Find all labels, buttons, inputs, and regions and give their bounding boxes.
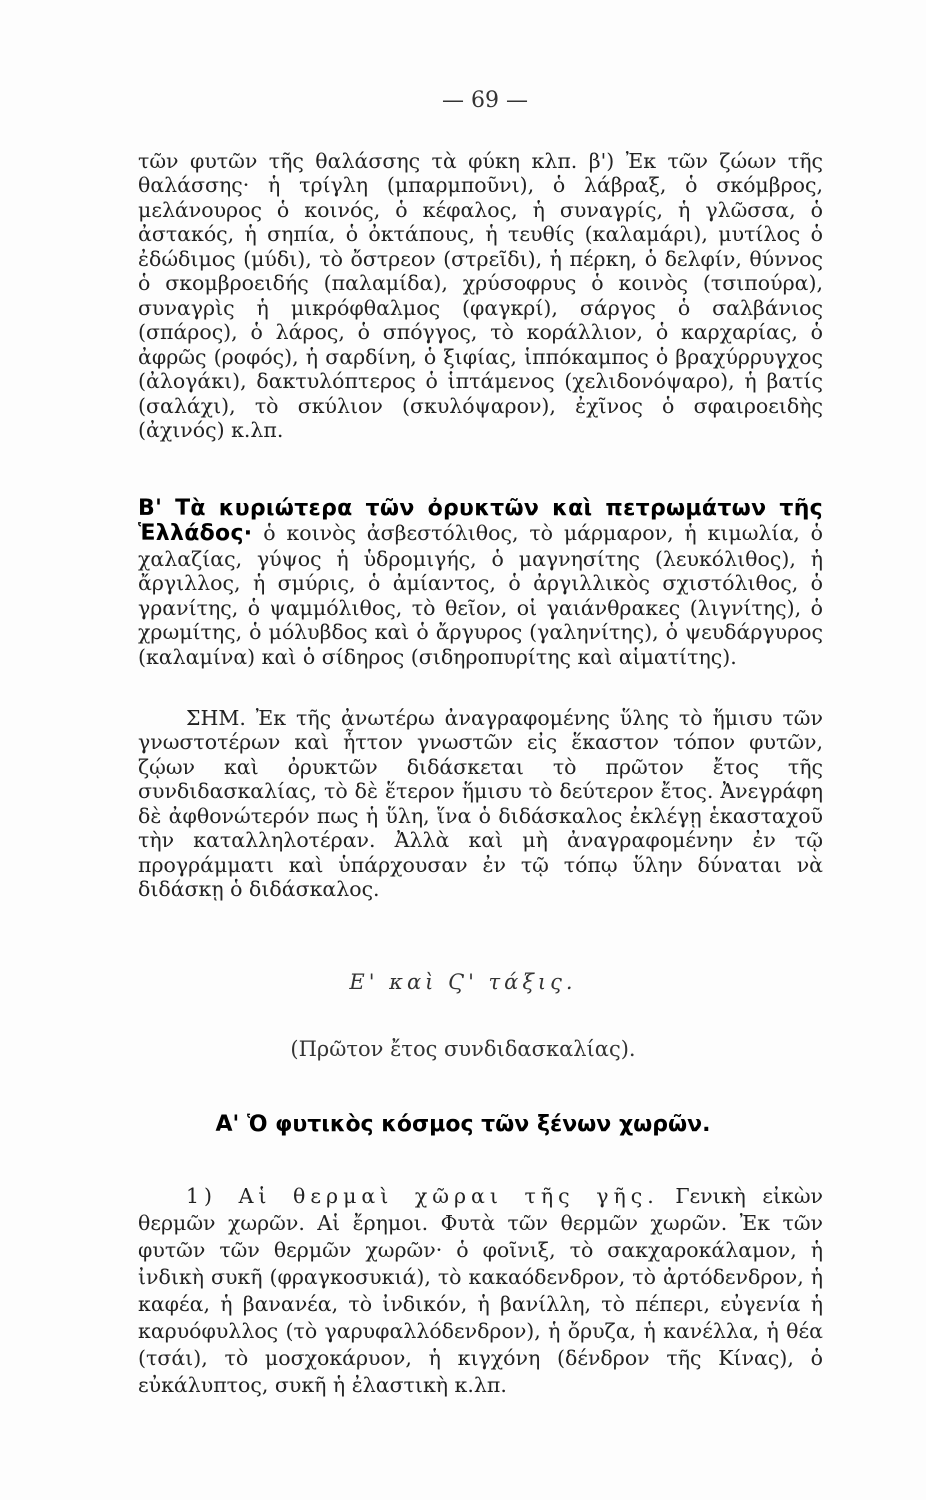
page-number: — 69 — <box>442 88 528 113</box>
hot-lands-text: Γενικὴ εἰκὼν θερμῶν χωρῶν. Αἱ ἔρημοι. Φυτὰ τῶν θερμῶν χωρῶν. Ἐκ τῶν φυτῶν τῶν θερμῶν χωρῶν· ὁ φοῖνιξ, τὸ σακχαροκάλαμον, ἡ ἰνδικὴ συκῆ (φραγκοσυκιά), τὸ κακαόδενδρον, τὸ ἀρτόδενδρον, ἡ καφέα, ἡ βανανέα, τὸ ἰνδικόν, ἡ βανίλλη, τὸ πέπερι, εὐγενία ἡ καρυόφυλλος (τὸ γαρυφαλλόδενδρον), ἡ ὄρυζα, ἡ κανέλλα, ἡ θέα (τσάι), τὸ μοσχοκάρυον, ἡ κιγχόνη (δένδρον τῆς Κίνας), ὁ εὐκάλυπτος, συκῆ ἡ ἐλαστικὴ κ.λπ. <box>138 1183 824 1397</box>
minerals-text: ὁ κοινὸς ἀσβεστόλιθος, τὸ μάρμαρον, ἡ κιμωλία, ὁ χαλαζίας, γύψος ἡ ὑδρομιγής, ὁ μαγνησίτης (λευκόλιθος), ἡ ἄργιλλος, ἡ σμύρις, ὁ ἀμίαντος, ὁ ἀργιλλικὸς σχιστόλιθος, ὁ γρανίτης, ὁ ψαμμόλιθος, τὸ θεῖον, οἱ γαιάνθρακες (λιγνίτης), ὁ χρωμίτης, ὁ μόλυβδος καὶ ὁ ἄργυρος (γαληνίτης), ὁ ψευδάργυρος (καλαμίνα) καὶ ὁ σίδηρος (σιδηροπυρίτης καὶ αἱματίτης). <box>138 521 823 669</box>
paragraph-hot-lands <box>138 1183 823 1399</box>
hot-lands-title: 1) Αἱ θερμαὶ χῶραι τῆς γῆς. <box>186 1183 659 1208</box>
note-paragraph <box>138 706 823 902</box>
year-subheading: (Πρῶτον ἔτος συνδιδασκαλίας). <box>290 1037 636 1061</box>
class-heading: Ε' καὶ Ϛ' τάξις. <box>349 970 577 994</box>
paragraph-minerals <box>138 496 823 670</box>
paragraph-sea-life: τῶν φυτῶν τῆς θαλάσσης τὰ φύκη κλπ. β') Ἐκ τῶν ζώων τῆς θαλάσσης· ἡ τρίγλη (μπαρμποῦνι), ὁ λάβραξ, ὁ σκόμβρος, μελάνουρος ὁ κοινός, ὁ κέφαλος, ἡ συναγρίς, ἡ γλῶσσα, ὁ ἀστακός, ἡ σηπία, ὁ ὀκτάπους, ἡ τευθίς (καλαμάρι), μυτίλος ὁ ἐδώδιμος (μύδι), τὸ ὄστρεον (στρεῖδι), ἡ πέρκη, ὁ δελφίν, θύννος ὁ σκομβροειδής (παλαμίδα), χρύσοφρυς ὁ κοινὸς (τσιπούρα), συναγρὶς ἡ μικρόφθαλμος (φαγκρί), σάργος ὁ σαλβάνιος (σπάρος), ὁ λάρος, ὁ σπόγγος, τὸ κοράλλιον, ὁ καρχαρίας, ὁ ἀφρῶς (ροφός), ἡ σαρδίνη, ὁ ξιφίας, ἱππόκαμπος ὁ βραχύρρυγχος (ἀλογάκι), δακτυλόπτερος ὁ ἱπτάμενος (χελιδονόψαρο), ἡ βατίς (σαλάχι), τὸ σκύλιον (σκυλόψαρον), ἐχῖνος ὁ σφαιροειδὴς (ἀχινός) κ.λπ. <box>138 148 823 442</box>
section-title: Α' Ὁ φυτικὸς κόσμος τῶν ξένων χωρῶν. <box>215 1112 711 1137</box>
note-text: ΣΗΜ. Ἐκ τῆς ἀνωτέρω ἀναγραφομένης ὕλης τὸ ἥμισυ τῶν γνωστοτέρων καὶ ἧττον γνωστῶν εἰς ἕκαστον τόπον φυτῶν, ζῴων καὶ ὀρυκτῶν διδάσκεται τὸ πρῶτον ἔτος τῆς συνδιδασκαλίας, τὸ δὲ ἕτερον ἥμισυ τὸ δεύτερον ἔτος. Ἀνεγράφη δὲ ἀφθονώτερόν πως ἡ ὕλη, ἵνα ὁ διδάσκαλος ἐκλέγῃ ἑκασταχοῦ τὴν καταλληλοτέραν. Ἀλλὰ καὶ μὴ ἀναγραφομένην ἐν τῷ προγράμματι καὶ ὑπάρχουσαν ἐν τῷ τόπῳ ὕλην δύναται νὰ διδάσκῃ ὁ διδάσκαλος. <box>138 705 823 901</box>
minerals-heading: Β' Τὰ κυριώτερα τῶν ὀρυκτῶν καὶ πετρωμάτων τῆς Ἑλλάδος· <box>138 495 823 546</box>
